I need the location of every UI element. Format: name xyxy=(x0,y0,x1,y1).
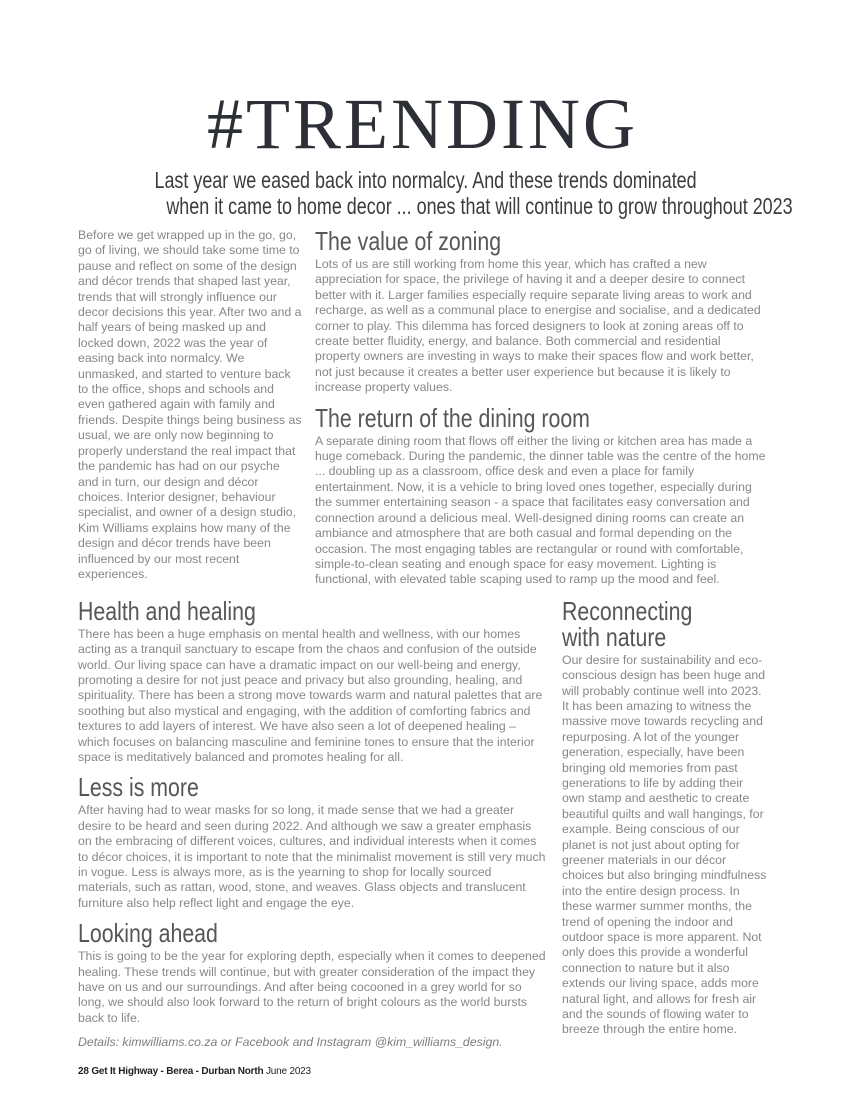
section-heading-health: Health and healing xyxy=(78,595,256,626)
top-row xyxy=(78,228,767,588)
masthead xyxy=(78,84,793,219)
intro-column xyxy=(78,228,302,588)
page-footer xyxy=(78,1066,311,1078)
section-body-nature: Our desire for sustainability and eco-conscious design has been huge and will probably continue well into 2023. It has been amazing to witness the massive move towards recycling and repurposing. A lot of the younger generation, especially, have been bringing old memories from past generations to life by adding their own stamp and aesthetic to create beautiful quilts and wall hangings, for example. Being conscious of our planet is not just about opting for greener materials in our décor choices but also bringing mindfulness into the entire design process. In these warmer summer months, the trend of opening the indoor and outdoor space is more apparent. Not only does this provide a wonderful connection to nature but it also extends our living space, adds more natural light, and allows for fresh air and the sounds of flowing water to breeze through the entire home. xyxy=(562,652,767,1037)
top-right-column xyxy=(315,228,767,588)
section-heading-dining: The return of the dining room xyxy=(315,402,590,433)
section-heading-zoning: The value of zoning xyxy=(315,226,502,256)
page-subtitle xyxy=(78,167,793,219)
section-looking-ahead xyxy=(78,920,548,1026)
section-dining-room xyxy=(315,402,767,588)
section-body-zoning: Lots of us are still working from home this year, which has crafted a new appreciation for space, the privilege of having it and a deeper desire to connect better with it. Larger families especially require separate living areas to work and recharge, as well as a communal place to energise and socialise, and a dedicated corner to play. This dilemma has forced designers to look at zoning areas off to create better fluidity, energy, and balance. Both commercial and residential property owners are investing in ways to make their spaces flow and work better, not just because it creates a better user experience but because it is likely to increase property values. xyxy=(315,257,761,395)
section-less-is-more xyxy=(78,774,548,911)
footer-date: June 2023 xyxy=(266,1066,311,1077)
section-body-less: After having had to wear masks for so long, it made sense that we had a greater desire to be heard and seen during 2022. And although we saw a greater emphasis on the embracing of different voices, cultures, and individual interests when it comes to décor choices, it is important to note that the minimalist movement is still very much in vogue. Less is always more, as is the yearning to shop for locally sourced materials, such as rattan, wood, stone, and weaves. Glass objects and translucent furniture also help reflect light and engage the eye. xyxy=(78,803,546,910)
footer-publication: Get It Highway - Berea - Durban North xyxy=(91,1066,264,1077)
bottom-left-column xyxy=(78,595,548,1051)
subtitle-line-2: when it came to home decor ... ones that will continue to grow throughout 2023 xyxy=(166,193,793,219)
section-body-health: There has been a huge emphasis on mental health and wellness, with our homes acting as a tranquil sanctuary to escape from the chaos and confusion of the outside world. Our living space can have a dramatic impact on our well-being and energy, promoting a desire for not just peace and privacy but also grounding, healing, and spirituality. There has been a strong move towards warm and natural palettes that are soothing but also mystical and engaging, with the addition of comforting fabrics and textures to add layers of interest. We have also seen a lot of deepened healing – which focuses on balancing masculine and feminine tones to ensure that the interior space is meditatively balanced and promotes healing for all. xyxy=(78,626,543,764)
section-reconnecting-nature xyxy=(562,595,767,1038)
page-content xyxy=(78,0,793,1051)
section-body-dining: A separate dining room that flows off either the living or kitchen area has made a huge comeback. During the pandemic, the dinner table was the centre of the home ... doubling up as a classroom, office desk and even a place for family entertainment. Now, it is a vehicle to bring loved ones together, especially during the summer entertaining season - a space that facilitates easy conversation and connection around a delicious meal. Well-designed dining rooms can create an ambiance and atmosphere that are both casual and formal depending on the occasion. The most engaging tables are rectangular or round with comfortable, simple-to-clean seating and enough space for easy movement. Lighting is functional, with elevated table scaping used to ramp up the mood and feel. xyxy=(315,433,766,587)
section-health-healing xyxy=(78,595,548,766)
intro-paragraph: Before we get wrapped up in the go, go, go of living, we should take some time to pause and reflect on some of the design and décor trends that shaped last year, trends that will strongly influence our decor decisions this year. After two and a half years of being masked up and locked down, 2022 was the year of easing back into normalcy. We unmasked, and started to venture back to the office, shops and schools and even gathered again with family and friends. Despite things being business as usual, we are only now beginning to properly understand the real impact that the pandemic has had on our psyche and in turn, our design and décor choices. Interior designer, behaviour specialist, and owner of a design studio, Kim Williams explains how many of the design and décor trends have been influenced by our most recent experiences. xyxy=(78,228,302,581)
bottom-right-column xyxy=(562,595,767,1051)
page-title: #TRENDING xyxy=(207,84,638,164)
contact-details: Details: kimwilliams.co.za or Facebook and Instagram @kim_williams_design. xyxy=(78,1035,503,1050)
section-value-of-zoning xyxy=(315,228,767,396)
section-heading-nature: Reconnecting with nature xyxy=(562,595,693,652)
section-body-ahead: This is going to be the year for exploring depth, especially when it comes to deepened healing. These trends will continue, but with greater consideration of the impact they have on us and our surroundings. And after being cocooned in a grey world for so long, we should also look forward to the return of bright colours as the world bursts back to life. xyxy=(78,949,546,1025)
bottom-row xyxy=(78,595,767,1051)
footer-page-number: 28 xyxy=(78,1066,89,1077)
subtitle-line-1: Last year we eased back into normalcy. And these trends dominated xyxy=(154,167,697,193)
section-heading-ahead: Looking ahead xyxy=(78,918,218,949)
section-heading-less: Less is more xyxy=(78,772,199,803)
